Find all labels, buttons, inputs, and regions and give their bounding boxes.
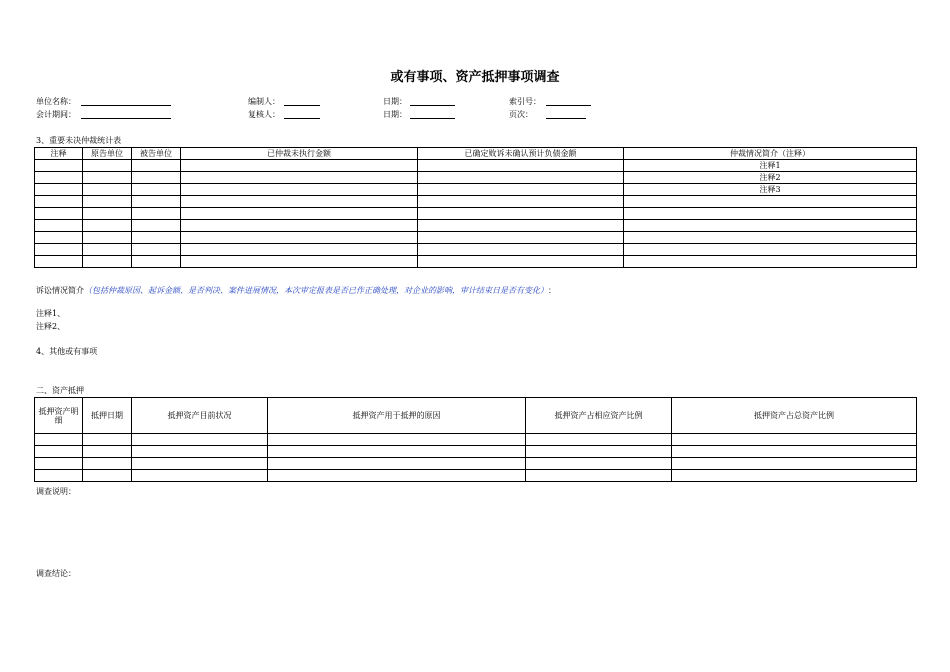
- table-cell[interactable]: [132, 470, 268, 482]
- table-cell[interactable]: [35, 220, 83, 232]
- unit-name-field[interactable]: [81, 105, 171, 106]
- table-cell[interactable]: [181, 232, 418, 244]
- table-row: [35, 160, 917, 172]
- table-row: [35, 470, 917, 482]
- column-header: 抵押资产占总资产比例: [672, 398, 917, 434]
- reviewer-label: 复核人：: [248, 110, 280, 119]
- table-cell[interactable]: [418, 256, 624, 268]
- table-cell[interactable]: [268, 458, 526, 470]
- period-label: 会计期间：: [36, 110, 76, 119]
- table-cell[interactable]: [526, 470, 672, 482]
- column-header: 仲裁情况简介（注释）: [624, 148, 917, 160]
- table-cell[interactable]: [672, 446, 917, 458]
- survey-conclusion-label: 调查结论：: [36, 569, 76, 578]
- page-label: 页次：: [509, 110, 533, 119]
- table-cell[interactable]: [181, 196, 418, 208]
- column-header: 抵押日期: [83, 398, 132, 434]
- litigation-note: （包括仲裁原因、起诉金额、是否判决、案件进展情况，本次审定报表是否已作正确处理，对企业的影响，审计结束日是否有变化）: [84, 286, 548, 295]
- table-cell[interactable]: [132, 434, 268, 446]
- table-cell[interactable]: [35, 172, 83, 184]
- reviewer-field[interactable]: [284, 118, 320, 119]
- column-header: 抵押资产目前状况: [132, 398, 268, 434]
- table-cell[interactable]: [181, 220, 418, 232]
- table-cell[interactable]: [35, 232, 83, 244]
- table-cell[interactable]: [132, 220, 181, 232]
- date2-field[interactable]: [410, 118, 455, 119]
- table-cell[interactable]: [83, 220, 132, 232]
- table-cell[interactable]: [268, 470, 526, 482]
- table-cell[interactable]: [418, 220, 624, 232]
- table-cell[interactable]: [624, 220, 917, 232]
- table-cell[interactable]: [83, 208, 132, 220]
- table-cell[interactable]: [35, 458, 83, 470]
- table-cell[interactable]: [526, 446, 672, 458]
- table-row: [35, 434, 917, 446]
- table-cell[interactable]: [83, 196, 132, 208]
- mortgage-heading: 二、资产抵押: [36, 386, 84, 395]
- period-field[interactable]: [81, 118, 171, 119]
- mortgage-table: [34, 397, 917, 482]
- table-cell[interactable]: [83, 232, 132, 244]
- table-cell[interactable]: [132, 256, 181, 268]
- table-cell[interactable]: [83, 446, 132, 458]
- table-cell[interactable]: [83, 172, 132, 184]
- litigation-label: 诉讼情况简介: [36, 286, 84, 295]
- table-cell[interactable]: [526, 458, 672, 470]
- table-cell[interactable]: [132, 446, 268, 458]
- table-cell[interactable]: [672, 434, 917, 446]
- table-cell[interactable]: 注释3: [624, 184, 917, 196]
- table-cell[interactable]: [132, 208, 181, 220]
- table-row: [35, 184, 917, 196]
- column-header: 被告单位: [132, 148, 181, 160]
- date1-field[interactable]: [410, 105, 455, 106]
- table-cell[interactable]: [83, 470, 132, 482]
- table-cell[interactable]: [418, 196, 624, 208]
- table-cell[interactable]: [35, 208, 83, 220]
- section3-heading: 3、重要未决仲裁统计表: [36, 136, 122, 145]
- table-cell[interactable]: [418, 208, 624, 220]
- table-row: [35, 220, 917, 232]
- table-cell[interactable]: [418, 172, 624, 184]
- column-header: 抵押资产明细: [35, 398, 83, 434]
- table-cell[interactable]: [624, 232, 917, 244]
- table-row: [35, 208, 917, 220]
- table-cell[interactable]: [132, 160, 181, 172]
- table-cell[interactable]: [83, 434, 132, 446]
- table-cell[interactable]: [35, 434, 83, 446]
- litigation-summary: [36, 286, 556, 296]
- table-cell[interactable]: [83, 244, 132, 256]
- table-cell[interactable]: [418, 184, 624, 196]
- table-row: [35, 446, 917, 458]
- table-cell[interactable]: [132, 184, 181, 196]
- table-cell[interactable]: [418, 232, 624, 244]
- table-header-row: [35, 148, 917, 160]
- preparer-label: 编制人：: [248, 97, 280, 106]
- table-cell[interactable]: [35, 256, 83, 268]
- table-cell[interactable]: [624, 208, 917, 220]
- column-header: 已确定败诉未确认预计负债金额: [418, 148, 624, 160]
- table-cell[interactable]: [526, 434, 672, 446]
- date1-label: 日期：: [383, 97, 407, 106]
- column-header: 已仲裁未执行金额: [181, 148, 418, 160]
- table-cell[interactable]: [35, 244, 83, 256]
- table-cell[interactable]: [418, 244, 624, 256]
- index-field[interactable]: [546, 105, 591, 106]
- date2-label: 日期：: [383, 110, 407, 119]
- section4-heading: 4、其他或有事项: [36, 347, 98, 356]
- index-label: 索引号：: [509, 97, 541, 106]
- table-row: [35, 196, 917, 208]
- table-row: [35, 256, 917, 268]
- table-cell[interactable]: [35, 160, 83, 172]
- table-row: [35, 172, 917, 184]
- survey-description-label: 调查说明：: [36, 487, 76, 496]
- table-cell[interactable]: [83, 458, 132, 470]
- table-cell[interactable]: [268, 434, 526, 446]
- table-cell[interactable]: [35, 446, 83, 458]
- table-cell[interactable]: [35, 470, 83, 482]
- table-cell[interactable]: [624, 244, 917, 256]
- note-2: 注释2、: [36, 322, 66, 331]
- table-cell[interactable]: [132, 172, 181, 184]
- table-cell[interactable]: [181, 208, 418, 220]
- table-cell[interactable]: [181, 160, 418, 172]
- table-cell[interactable]: [418, 160, 624, 172]
- table-cell[interactable]: [181, 184, 418, 196]
- arbitration-table: [34, 147, 917, 268]
- unit-name-label: 单位名称：: [36, 97, 76, 106]
- table-cell[interactable]: [83, 256, 132, 268]
- table-cell[interactable]: [181, 172, 418, 184]
- page-field[interactable]: [546, 118, 586, 119]
- table-cell[interactable]: [181, 256, 418, 268]
- table-cell[interactable]: [83, 160, 132, 172]
- column-header: 原告单位: [83, 148, 132, 160]
- table-cell[interactable]: [672, 458, 917, 470]
- table-cell[interactable]: 注释1: [624, 160, 917, 172]
- table-cell[interactable]: [624, 196, 917, 208]
- table-cell[interactable]: [268, 446, 526, 458]
- table-cell[interactable]: [35, 184, 83, 196]
- column-header: 抵押资产占相应资产比例: [526, 398, 672, 434]
- table-cell[interactable]: [624, 256, 917, 268]
- table-row: [35, 244, 917, 256]
- table-cell[interactable]: [181, 244, 418, 256]
- note-1: 注释1、: [36, 309, 66, 318]
- table-cell[interactable]: [672, 470, 917, 482]
- table-header-row: [35, 398, 917, 434]
- column-header: 抵押资产用于抵押的原因: [268, 398, 526, 434]
- table-cell[interactable]: 注释2: [624, 172, 917, 184]
- table-row: [35, 458, 917, 470]
- table-row: [35, 232, 917, 244]
- table-cell[interactable]: [83, 184, 132, 196]
- column-header: 注释: [35, 148, 83, 160]
- table-cell[interactable]: [132, 458, 268, 470]
- litigation-suffix: ：: [548, 286, 556, 295]
- page-title: 或有事项、资产抵押事项调查: [390, 70, 560, 85]
- table-cell[interactable]: [132, 232, 181, 244]
- table-cell[interactable]: [132, 244, 181, 256]
- table-cell[interactable]: [35, 196, 83, 208]
- preparer-field[interactable]: [284, 105, 320, 106]
- table-cell[interactable]: [132, 196, 181, 208]
